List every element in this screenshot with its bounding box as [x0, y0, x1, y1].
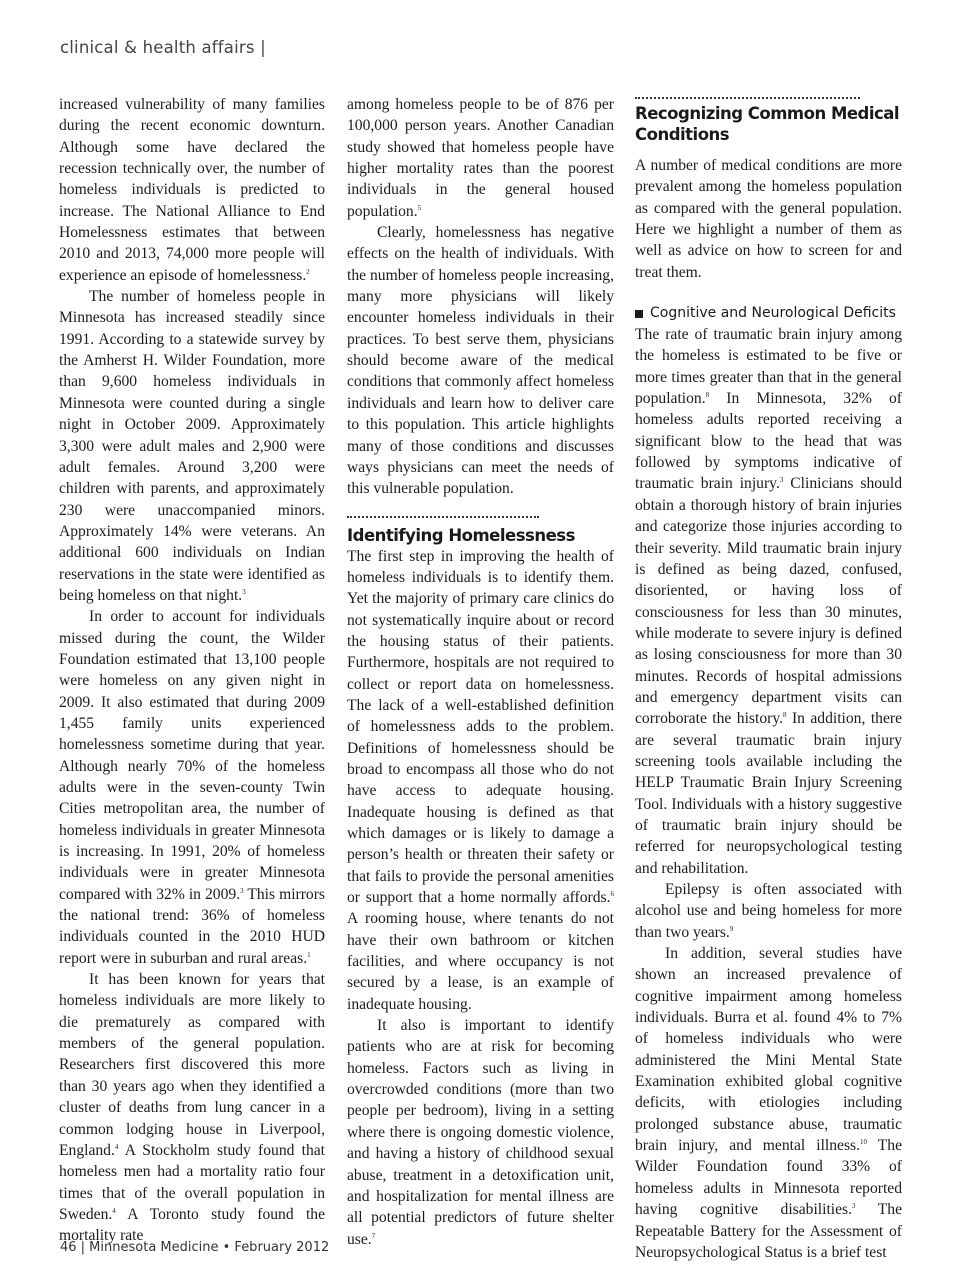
paragraph: It also is important to identify patients who are at risk for becoming homeless. Factors such as living in overcrowded conditions (more than two people per bedroom), living in a setting where there is ongoing domestic violence, and having a history of childhood sexual abuse, treatment in a detoxification unit, and hospitalization for mental illness are all potential predictors of future shelter use.$^7$	[347, 1017, 614, 1248]
section-heading: Recognizing Common Medical Conditions	[635, 104, 900, 144]
paragraph: Epilepsy is often associated with alcohol use and being homeless for more than two years.$^9$	[635, 881, 902, 941]
citation: 9	[729, 924, 734, 933]
citation: 10	[860, 1138, 867, 1147]
paragraph: The rate of traumatic brain injury among the homeless is estimated to be five or more times greater than that in the general population.$^8$ In Minnesota, 32% of homeless adults reported receiving a significant blow to the head that was followed by symptoms indicative of traumatic brain injury.$^3$ Clinicians should obtain a thorough history of brain injuries and categorize those injuries according to their severity. Mild traumatic brain injury is defined as being dazed, confused, disoriented, or having loss of consciousness for less than 30 minutes, while moderate to severe injury is defined as losing consciousness for more than 30 minutes. Records of hospital admissions and emergency department visits can corroborate the history.$^8$ In addition, there are several traumatic brain injury screening tools available including the HELP Traumatic Brain Injury Screening Tool. Individuals with a history suggestive of traumatic brain injury should be referred for neuropsychological testing and rehabilitation.	[635, 326, 902, 877]
paragraph: It has been known for years that homeless individuals are more likely to die prematurely as compared with members of the general population. Researchers first discovered this more than 30 years ago when they identified a cluster of deaths from lung cancer in a common lodging house in Liverpool, England.$^4$ A Stockholm study found that homeless men had a mortality ratio four times that of the overall population in Sweden.$^4$ A Toronto study found the mortality rate	[59, 971, 325, 1245]
citation: 4	[114, 1142, 119, 1151]
citation: 3	[240, 886, 244, 895]
dotted-rule	[347, 516, 539, 518]
dotted-rule	[635, 97, 860, 99]
subheading: Cognitive and Neurological Deficits	[635, 303, 902, 324]
section-label: clinical & health affairs |	[60, 38, 266, 57]
paragraph: increased vulnerability of many families during the recent economic downturn. Although some have declared the recession technically over, the number of homeless individuals is predicted to increase. The National Alliance to End Homelessness estimates that between 2010 and 2013, 74,000 more people will experience an episode of homelessness.$^2$	[59, 96, 325, 284]
citation: 5	[417, 203, 422, 212]
citation: 6	[610, 890, 614, 899]
column-1	[59, 94, 325, 1247]
citation: 8	[783, 711, 787, 720]
citation: 3	[779, 476, 784, 485]
citation: 3	[852, 1202, 856, 1211]
paragraph: among homeless people to be of 876 per 100,000 person years. Another Canadian study showed that homeless people have higher mortality rates than the poorest individuals in the general housed population.$^5$	[347, 96, 614, 220]
citation: 7	[371, 1231, 376, 1240]
column-3	[635, 94, 902, 1263]
column-2	[347, 94, 614, 1250]
paragraph: In order to account for individuals missed during the count, the Wilder Foundation estimated that 13,100 people were homeless on any given night in 2009. It also estimated that during 2009 1,455 family units experienced homelessness sometime during that year. Although nearly 70% of the homeless adults were in the seven-county Twin Cities metropolitan area, the number of homeless individuals in greater Minnesota is increasing. In 1991, 20% of homeless individuals were in greater Minnesota compared with 32% in 2009.$^3$ This mirrors the national trend: 36% of homeless individuals counted in the 2010 HUD report were in suburban and rural areas.$^1$	[59, 608, 325, 967]
paragraph: Clearly, homelessness has negative effects on the health of individuals. With the number of homeless people increasing, many more physicians will likely encounter homeless individuals in their practices. To best serve them, physicians should become aware of the medical conditions that commonly affect homeless individuals and learn how to deliver care to this population. This article highlights many of those conditions and discusses ways physicians can meet the needs of this vulnerable population.	[347, 224, 614, 498]
citation: 1	[307, 950, 311, 959]
square-bullet-icon	[635, 310, 643, 318]
paragraph: A number of medical conditions are more prevalent among the homeless population as compared with the general population. Here we highlight a number of them as well as advice on how to screen for and treat them.	[635, 157, 902, 281]
citation: 3	[242, 587, 246, 596]
citation: 4	[112, 1206, 116, 1215]
paragraph: In addition, several studies have shown an increased prevalence of cognitive impairment among homeless individuals. Burra et al. found 4% to 7% of homeless individuals who were administered the Mini Mental State Examination exhibited global cognitive deficits, with etiologies including prolonged substance abuse, traumatic brain injury, and mental illness.$^{10}$ The Wilder Foundation found 33% of homeless adults in Minnesota reported having cognitive disabilities.$^3$ The Repeatable Battery for the Assessment of Neuropsychological Status is a brief test	[635, 945, 902, 1261]
paragraph: The first step in improving the health of homeless individuals is to identify them. Yet the majority of primary care clinics do not systematically inquire about or record the housing status of their patients. Furthermore, hospitals are not required to collect or report data on homelessness. The lack of a well-established definition of homelessness adds to the problem. Definitions of homelessness should be broad to encompass all those who do not have access to adequate housing. Inadequate housing is defined as that which damages or is likely to damage a person’s health or threaten their safety or that fails to provide the personal amenities or support that a home normally affords.$^6$ A rooming house, where tenants do not have their own bathroom or kitchen facilities, and where occupancy is not secured by a lease, is an example of inadequate housing.	[347, 547, 614, 1013]
citation: 2	[306, 267, 310, 276]
paragraph: The number of homeless people in Minnesota has increased steadily since 1991. According to a statewide survey by the Amherst H. Wilder Foundation, more than 9,600 homeless individuals in Minnesota were counted during a single night in October 2009. Approximately 3,300 were adult males and 2,900 were adult females. Around 3,200 were children with parents, and approximately 230 were unaccompanied minors. Approximately 14% were veterans. An additional 600 individuals on Indian reservations in the state were identified as being homeless on that night.$^3$	[59, 288, 325, 604]
citation: 8	[705, 391, 710, 400]
section-heading: Identifying Homelessness	[347, 525, 575, 545]
page-footer: 46 | Minnesota Medicine • February 2012	[60, 1240, 330, 1255]
